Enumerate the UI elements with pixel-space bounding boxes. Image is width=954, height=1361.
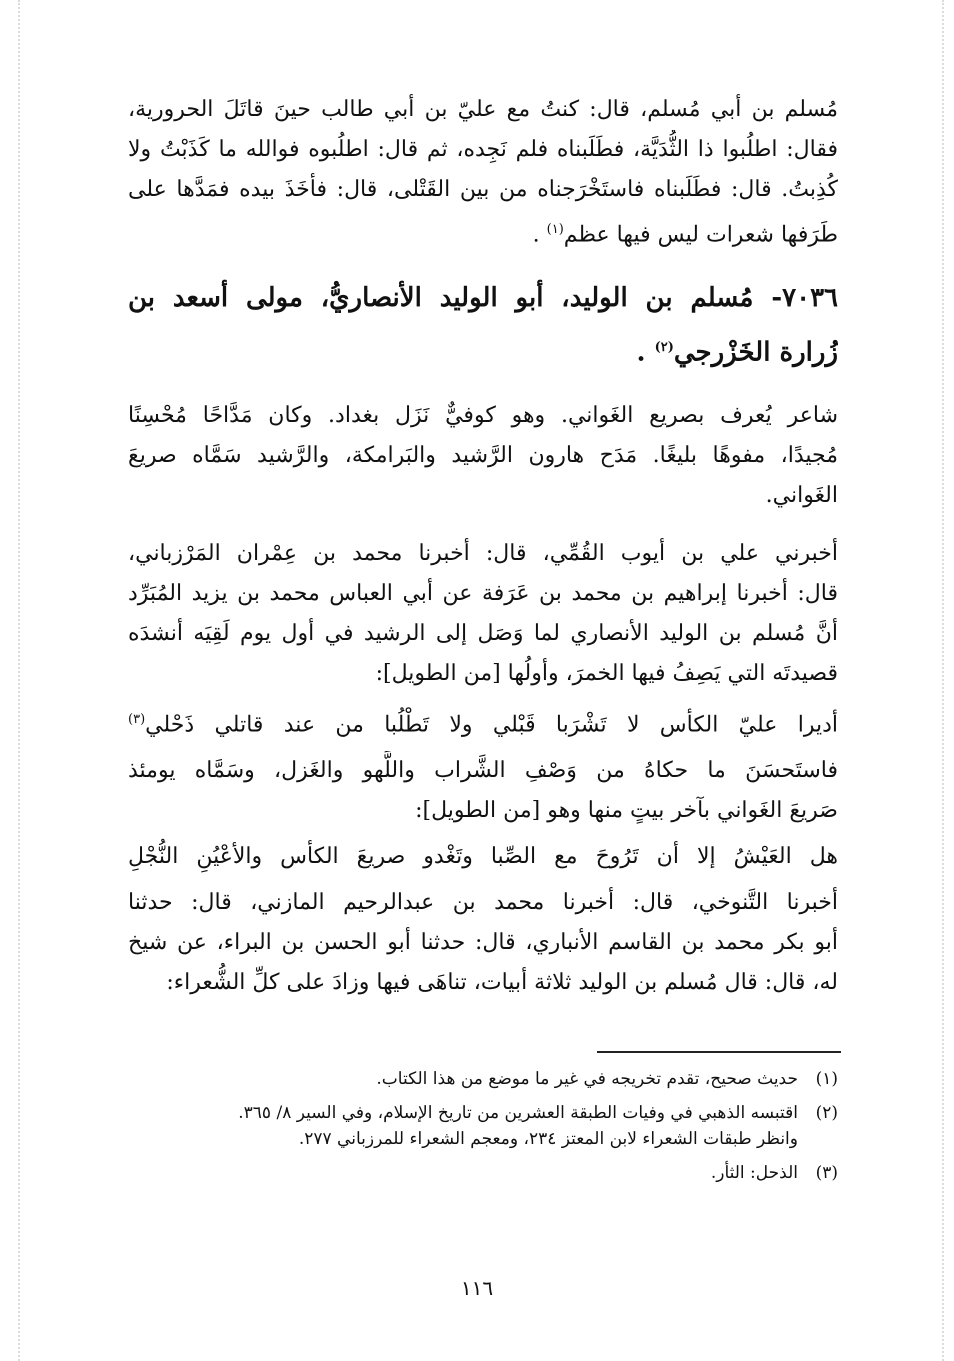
text-line: كُذِبتُ. قال: فطَلَبناه فاستَخْرَجناه من بين القَتْلى، قال: فأخَذَ بيده فمَدَّها على (128, 177, 838, 202)
text-line: فاستَحسَنَ ما حكاهُ من وَصْفِ الشَّراب واللَّهو والغَزل، وسَمَّاه يومئذ (128, 758, 838, 784)
paragraph-commentary (128, 751, 838, 831)
footnote-ref-1[interactable]: (١) (546, 222, 564, 237)
page-number: ١١٦ (460, 1276, 494, 1300)
poem-verse-2: هل العَيْشُ إلا أن تَرُوحَ مع الصِّبا وتَغْدو صريعَ الكأس والأعْيُنِ النُّجْلِ (128, 844, 838, 870)
paragraph-bio (128, 396, 838, 516)
text-line: أخبرنا التَّنوخي، قال: أخبرنا محمد بن عبدالرحيم المازني، قال: حدثنا (128, 890, 838, 916)
paragraph-hadith (128, 90, 838, 255)
footnotes (128, 1066, 838, 1186)
heading-line: ٧٠٣٦- مُسلم بن الوليد، أبو الوليد الأنصاريُّ، مولى أسعد بن (128, 283, 838, 314)
text-line: أبو بكر محمد بن القاسم الأنباري، قال: حدثنا أبو الحسن بن البراء، عن شيخ (128, 930, 838, 956)
heading-line: زُرارة الخَزْرجي$^{(٢)}$ . (636, 337, 838, 368)
text-line: أخبرني علي بن أيوب القُمِّي، قال: أخبرنا محمد بن عِمْران المَرْزباني، (128, 540, 838, 566)
text-line: له، قال: قال مُسلم بن الوليد ثلاثة أبيات، تناهَى فيها وزادَ على كلِّ الشُّعراء: (166, 970, 838, 996)
footnote-1: (١)حديث صحيح، تقدم تخريجه في غير ما موضع من هذا الكتاب. (376, 1069, 838, 1089)
footnote-3: (٣)الذحل: الثأر. (710, 1163, 838, 1183)
paragraph-isnad-2 (128, 883, 838, 1003)
entry-heading (128, 273, 838, 378)
footnote-ref-2[interactable]: (٢) (654, 340, 674, 356)
text-line: شاعر يُعرف بصريع الغَواني. وهو كوفيٌّ نَزَل بغداد. وكان مَدَّاحًا مُحْسِنًا (128, 402, 838, 428)
text-line: قصيدتَه التي يَصِفُ فيها الخمرَ، وأولُها [من الطويل]: (375, 660, 838, 686)
footnote-2: (٢)اقتبسه الذهبي في وفيات الطبقة العشرين من تاريخ الإسلام، وفي السير ٨/ ٣٦٥. (238, 1103, 838, 1123)
paragraph-isnad-1 (128, 534, 838, 694)
text-line: فقال: اطلُبوا ذا الثُّدَيَّة، فطَلَبناه فلم نَجِده، ثم قال: اطلُبوه فوالله ما كَذَبْتُ ولا (128, 137, 838, 162)
text-line: الغَواني. (765, 482, 838, 508)
text-line: طَرَفها شعرات ليس فيها عظم$^{(١)}$ . (532, 222, 838, 248)
poem-verse-1: أديرا عليّ الكأس لا تَشْرَبا قَبْلي ولا تَطْلُبا من عند قاتلي ذَحْلي$^{(٣)}$ (128, 711, 838, 738)
text-line: مُجيدًا، مفوهًا بليغًا. مَدَح هارون الرَّشيد والبَرامكة، والرَّشيد سَمَّاه صريعَ (128, 442, 838, 468)
text-line: أنَّ مُسلم بن الوليد الأنصاري لما وَصَل إلى الرشيد في أول يوم لَقِيَه أنشدَه (128, 620, 838, 646)
text-line: قال: أخبرنا إبراهيم بن محمد بن عَرَفة عن أبي العباس محمد بن يزيد المُبَرِّد (128, 580, 838, 606)
text-line: مُسلم بن أبي مُسلم، قال: كنتُ مع عليّ بن أبي طالب حينَ قاتَلَ الحرورية، (128, 97, 838, 122)
footnote-ref-3[interactable]: (٣) (128, 711, 146, 727)
scan-edge-left (18, 0, 20, 1361)
footnote-2-continued: وانظر طبقات الشعراء لابن المعتز ٢٣٤، ومعجم الشعراء للمرزباني ٢٧٧. (298, 1129, 798, 1149)
main-text (128, 90, 838, 1021)
text-line: صَريعَ الغَواني بآخر بيتٍ منها وهو [من الطويل]: (415, 798, 838, 824)
footnote-divider (597, 1051, 841, 1053)
scan-edge-right (942, 0, 944, 1361)
